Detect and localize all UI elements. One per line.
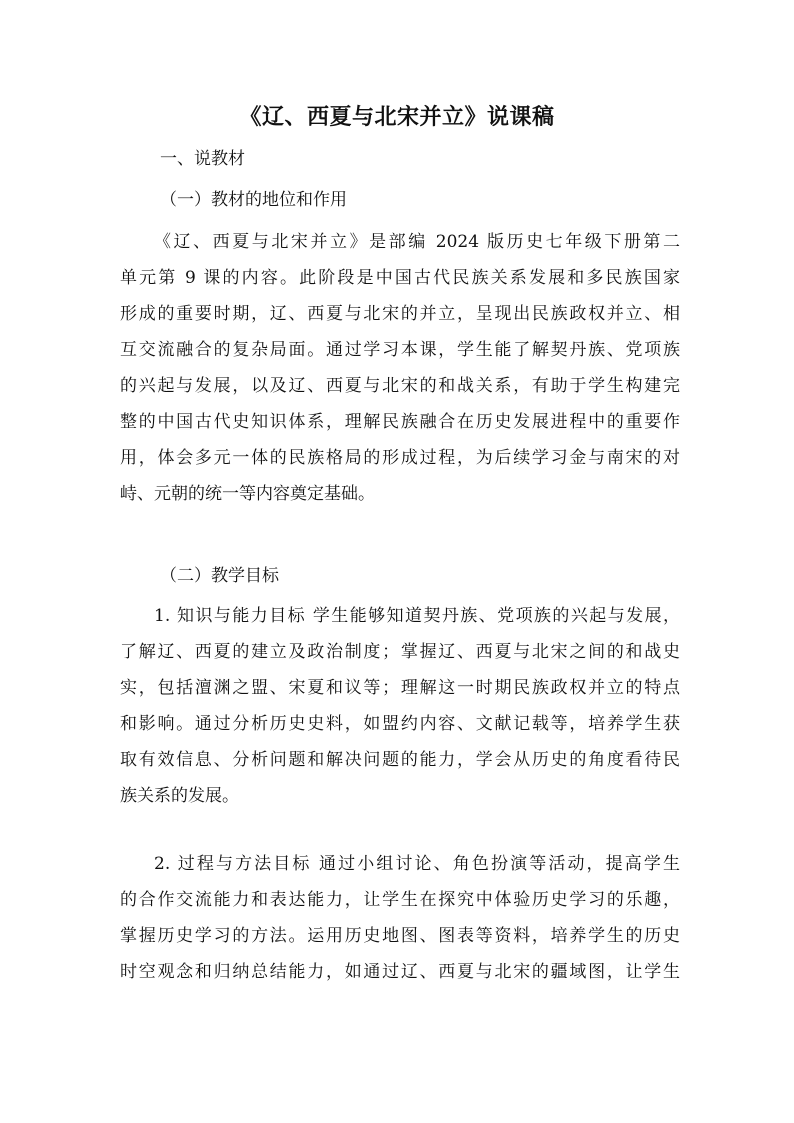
paragraph-line: 时空观念和归纳总结能力，如通过辽、西夏与北宋的疆域图，让学生 xyxy=(120,962,680,982)
document-title: 《辽、西夏与北宋并立》说课稿 xyxy=(239,104,555,130)
paragraph-goal-process xyxy=(120,846,680,990)
paragraph-line: 掌握历史学习的方法。运用历史地图、图表等资料，培养学生的历史 xyxy=(120,926,680,946)
paragraph-line: 《辽、西夏与北宋并立》是部编 2024 版历史七年级下册第二 xyxy=(154,232,680,252)
paragraph-line: 的兴起与发展，以及辽、西夏与北宋的和战关系，有助于学生构建完 xyxy=(120,376,680,396)
paragraph-line: 的合作交流能力和表达能力，让学生在探究中体验历史学习的乐趣， xyxy=(120,890,680,910)
paragraph-line: 互交流融合的复杂局面。通过学习本课，学生能了解契丹族、党项族 xyxy=(120,340,680,360)
section-heading-1: 一、说教材 xyxy=(160,149,245,169)
paragraph-line: 族关系的发展。 xyxy=(120,786,239,806)
paragraph-line: 整的中国古代史知识体系，理解民族融合在历史发展进程中的重要作 xyxy=(120,412,680,432)
paragraph-line: 实，包括澶渊之盟、宋夏和议等；理解这一时期民族政权并立的特点 xyxy=(120,678,680,698)
paragraph-line: 和影响。通过分析历史史料，如盟约内容、文献记载等，培养学生获 xyxy=(120,714,680,734)
paragraph-line: 形成的重要时期，辽、西夏与北宋的并立，呈现出民族政权并立、相 xyxy=(120,304,680,324)
paragraph-line: 用，体会多元一体的民族格局的形成过程，为后续学习金与南宋的对 xyxy=(120,448,680,468)
paragraph-line: 单元第 9 课的内容。此阶段是中国古代民族关系发展和多民族国家 xyxy=(120,268,680,288)
paragraph-line: 1. 知识与能力目标 学生能够知道契丹族、党项族的兴起与发展， xyxy=(154,606,680,626)
subsection-heading-2: （二）教学目标 xyxy=(160,566,279,586)
paragraph-line: 2. 过程与方法目标 通过小组讨论、角色扮演等活动，提高学生 xyxy=(154,854,680,874)
paragraph-line: 取有效信息、分析问题和解决问题的能力，学会从历史的角度看待民 xyxy=(120,750,680,770)
paragraph-line: 了解辽、西夏的建立及政治制度；掌握辽、西夏与北宋之间的和战史 xyxy=(120,642,680,662)
paragraph-textbook-role xyxy=(120,224,680,512)
subsection-heading-1: （一）教材的地位和作用 xyxy=(160,190,347,210)
paragraph-goal-knowledge xyxy=(120,598,680,814)
paragraph-line: 峙、元朝的统一等内容奠定基础。 xyxy=(120,484,375,504)
